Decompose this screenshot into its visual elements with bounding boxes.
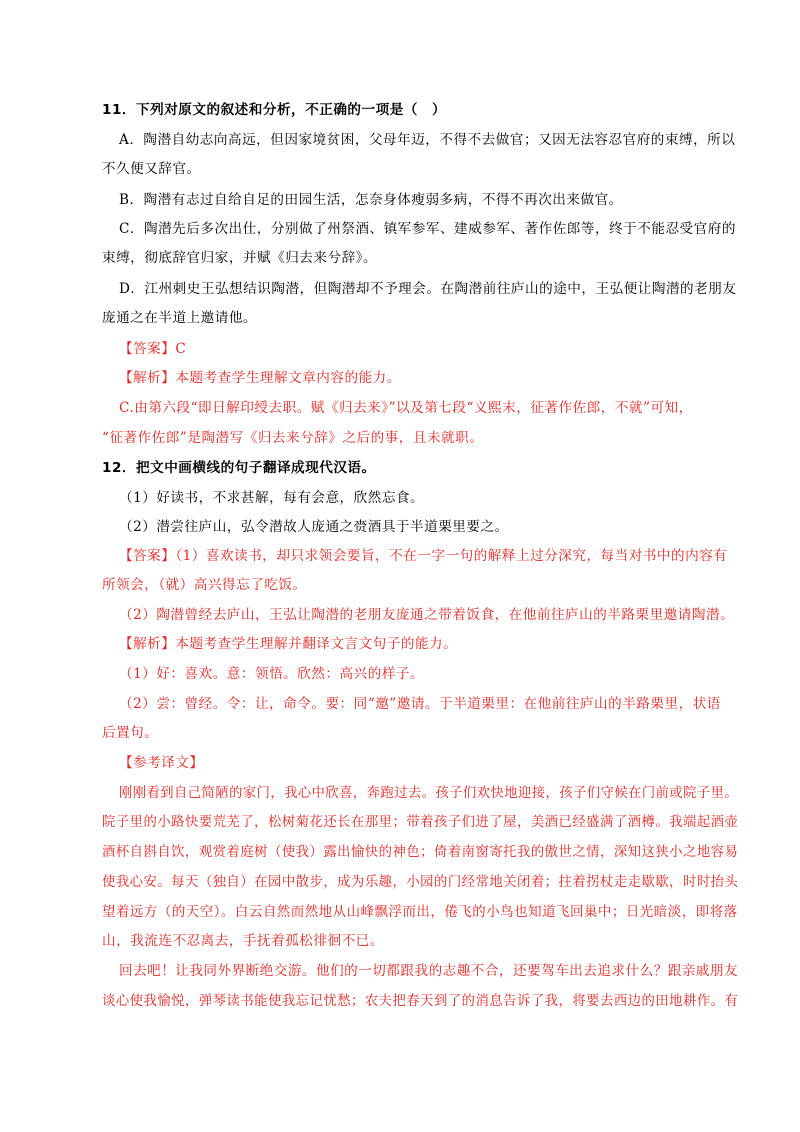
- translation-tag: 【参考译文】: [119, 755, 204, 771]
- analysis-text: 本题考查学生理解并翻译文言文句子的能力。: [175, 636, 458, 652]
- answer-value: C: [175, 341, 187, 357]
- option-c-line-2: 束缚，彻底辞官归家，并赋《归去来兮辞》。: [102, 250, 378, 266]
- option-b: B．陶潜有志过自给自足的田园生活，怎奈身体瘦弱多病，不得不再次出来做官。: [119, 192, 623, 208]
- translation-line-8: 谈心使我愉悦，弹琴读书能使我忘记忧愁；农夫把春天到了的消息告诉了我，将要去西边的田地耕作。有: [102, 993, 739, 1009]
- question-12-title: 12．把文中画横线的句子翻译成现代汉语。: [102, 460, 376, 476]
- translation-line-5: 望着远方（的天空）。白云自然而然地从山峰飘浮而出，倦飞的小鸟也知道飞回巢中；日光暗淡，即将落: [102, 904, 738, 920]
- q11-explanation-line-2: “征著作佐郎”是陶潜写《归去来兮辞》之后的事，且未就职。: [102, 430, 484, 446]
- analysis-tag: 【解析】: [119, 370, 176, 386]
- answer-text-1: （1）喜欢读书，却只求领会要旨，不在一字一句的解释上过分深究，每当对书中的内容有: [175, 548, 728, 564]
- analysis-tag: 【解析】: [119, 636, 176, 652]
- option-c-line-1: C．陶潜先后多次出仕，分别做了州祭酒、镇军参军、建威参军、著作佐郎等，终于不能忍受官府的: [119, 221, 736, 237]
- answer-tag: 【答案】: [119, 548, 176, 564]
- q12-answer-line-3: （2）陶潜曾经去庐山，王弘让陶潜的老朋友庞通之带着饭食，在他前往庐山的半路栗里邀请陶潜。: [119, 607, 735, 623]
- answer-tag: 【答案】: [119, 341, 176, 357]
- q12-analysis: [119, 634, 457, 654]
- translation-line-7: 回去吧！让我同外界断绝交游。他们的一切都跟我的志趣不合，还要驾车出去追求什么？跟亲戚朋友: [119, 963, 739, 979]
- q11-answer: [119, 339, 186, 359]
- q12-point-2-line-2: 后置句。: [102, 725, 159, 741]
- option-d-line-1: D．江州刺史王弘想结识陶潜，但陶潜却不予理会。在陶潜前往庐山的途中，王弘便让陶潜的老朋友: [119, 281, 737, 297]
- sentence-1: （1）好读书，不求甚解，每有会意，欣然忘食。: [119, 490, 425, 506]
- translation-line-6: 山，我流连不忍离去，手抚着孤松徘徊不已。: [102, 933, 384, 949]
- q12-answer-line-1: [119, 546, 727, 566]
- q12-answer-line-2: 所领会，（就）高兴得忘了吃饭。: [102, 577, 307, 593]
- translation-line-1: 刚刚看到自己简陋的家门，我心中欣喜，奔跑过去。孩子们欢快地迎接，孩子们守候在门前或院子里。: [119, 785, 739, 801]
- option-d-line-2: 庞通之在半道上邀请他。: [102, 310, 258, 326]
- translation-line-2: 院子里的小路快要荒芜了，松树菊花还长在那里；带着孩子们进了屋，美酒已经盛满了酒樽。我端起酒壶: [102, 814, 739, 830]
- q12-point-2-line-1: （2）尝：曾经。令：让，命令。要：同“邀”邀请。于半道栗里：在他前往庐山的半路栗里，状语: [119, 696, 721, 712]
- option-a-line-2: 不久便又辞官。: [102, 161, 201, 177]
- analysis-text: 本题考查学生理解文章内容的能力。: [175, 370, 401, 386]
- sentence-2: （2）潜尝往庐山，弘令潜故人庞通之赍酒具于半道栗里要之。: [119, 519, 509, 535]
- q11-analysis: [119, 368, 401, 388]
- question-11-title: 11．下列对原文的叙述和分析，不正确的一项是（ ）: [102, 102, 447, 118]
- q12-point-1: （1）好：喜欢。意：领悟。欣然：高兴的样子。: [119, 666, 425, 682]
- option-a-line-1: A．陶潜自幼志向高远，但因家境贫困，父母年迈，不得不去做官；又因无法容忍官府的束缚，所以: [119, 132, 736, 148]
- translation-line-4: 使我心安。每天（独自）在园中散步，成为乐趣，小园的门经常地关闭着；拄着拐杖走走歇歇，时时抬头: [102, 874, 739, 890]
- q11-explanation-line-1: C.由第六段“即日解印绶去职。赋《归去来》”以及第七段“义熙末，征著作佐郎，不就”可知，: [119, 400, 693, 416]
- translation-line-3: 酒杯自斟自饮，观赏着庭树（使我）露出愉快的神色；倚着南窗寄托我的傲世之情，深知这狭小之地容易: [102, 844, 739, 860]
